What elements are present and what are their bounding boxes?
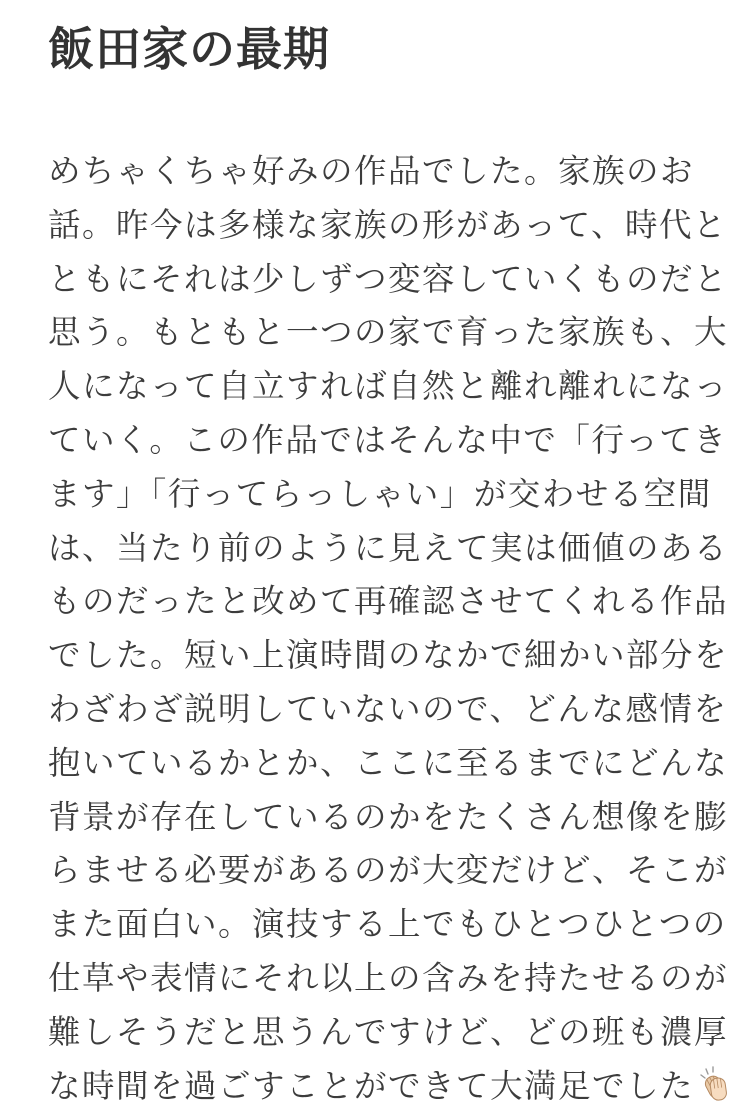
body-line: わざわざ説明していないので、どんな感情を [48, 689, 728, 728]
body-line-last [48, 1060, 728, 1114]
body-line: 思う。もともと一つの家で育った家族も、大 [48, 313, 729, 352]
body-line-text: な時間を過ごすことができて大満足でした [48, 1066, 695, 1105]
clapping-hands-icon [698, 1066, 736, 1104]
body-line: ます」「行ってらっしゃい」が交わせる空間 [48, 474, 712, 513]
body-line: めちゃくちゃ好みの作品でした。家族のお [48, 152, 695, 190]
body-line: 抱いているかとか、ここに至るまでにどんな [48, 743, 729, 782]
article-title: 飯田家の最期 [48, 22, 330, 76]
body-line: 難しそうだと思うんですけど、どの班も濃厚 [48, 1012, 729, 1051]
body-line: 人になって自立すれば自然と離れ離れになっ [48, 367, 729, 406]
body-line: は、当たり前のように見えて実は価値のある [48, 528, 729, 567]
body-line: ものだったと改めて再確認させてくれる作品 [48, 582, 729, 621]
body-line: ともにそれは少しずつ変容していくものだと [48, 259, 729, 298]
body-line: 仕草や表情にそれ以上の含みを持たせるのが [48, 958, 729, 997]
article-body [48, 145, 728, 1113]
body-line: 話。昨今は多様な家族の形があって、時代と [48, 205, 728, 244]
body-line: でした。短い上演時間のなかで細かい部分を [48, 636, 729, 675]
body-line: また面白い。演技する上でもひとつひとつの [48, 905, 727, 944]
body-line: 背景が存在しているのかをたくさん想像を膨 [48, 797, 729, 836]
body-line: ていく。この作品ではそんな中で「行ってき [48, 420, 728, 459]
body-line: らませる必要があるのが大変だけど、そこが [48, 851, 729, 890]
